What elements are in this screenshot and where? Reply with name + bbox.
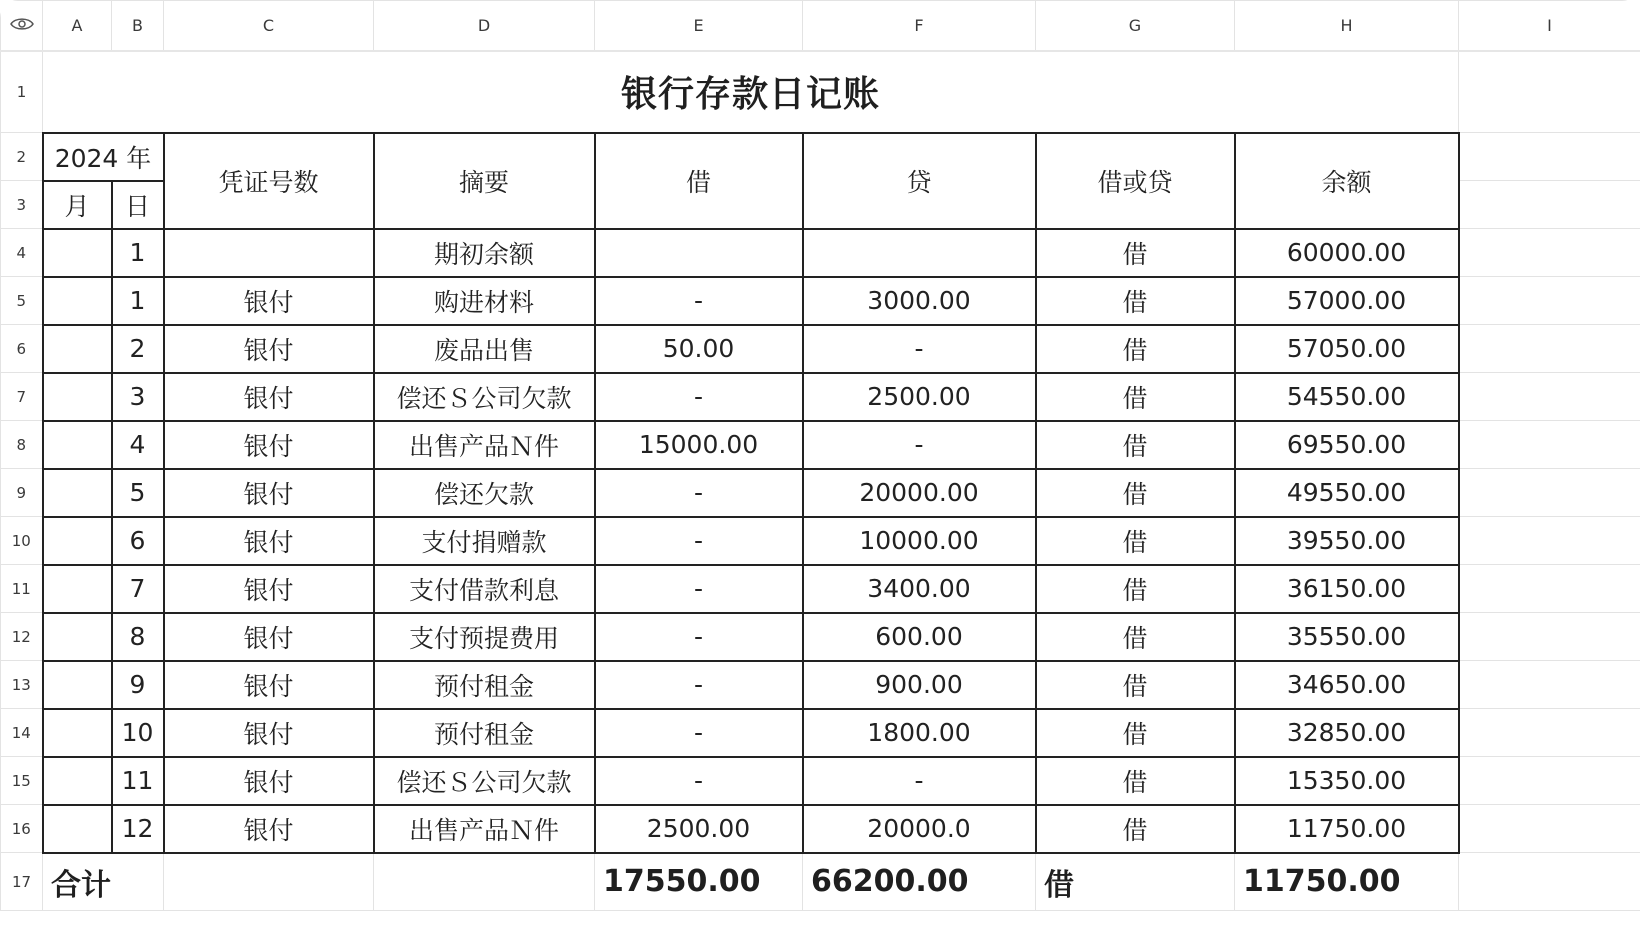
voucher-header-cell[interactable]: 凭证号数: [164, 133, 374, 229]
month-cell[interactable]: [43, 661, 112, 709]
balance-cell[interactable]: 57050.00: [1235, 325, 1459, 373]
row-header[interactable]: 15: [1, 757, 43, 805]
direction-cell[interactable]: 借: [1036, 373, 1235, 421]
day-cell[interactable]: 2: [112, 325, 164, 373]
cell[interactable]: [1459, 229, 1640, 277]
row-header[interactable]: 13: [1, 661, 43, 709]
balance-cell[interactable]: 60000.00: [1235, 229, 1459, 277]
day-header-cell[interactable]: 日: [112, 181, 164, 229]
balance-cell[interactable]: 49550.00: [1235, 469, 1459, 517]
balance-cell[interactable]: 54550.00: [1235, 373, 1459, 421]
day-cell[interactable]: 7: [112, 565, 164, 613]
credit-cell[interactable]: -: [803, 421, 1036, 469]
totals-label-cell[interactable]: 合计: [43, 853, 164, 911]
cell[interactable]: [1459, 325, 1640, 373]
month-cell[interactable]: [43, 469, 112, 517]
summary-cell[interactable]: 废品出售: [374, 325, 595, 373]
debit-cell[interactable]: 2500.00: [595, 805, 803, 853]
cell[interactable]: [164, 853, 374, 911]
direction-header-cell[interactable]: 借或贷: [1036, 133, 1235, 229]
voucher-cell[interactable]: 银付: [164, 661, 374, 709]
credit-cell[interactable]: 20000.00: [803, 469, 1036, 517]
credit-cell[interactable]: -: [803, 757, 1036, 805]
column-header-g[interactable]: G: [1036, 1, 1235, 51]
day-cell[interactable]: 3: [112, 373, 164, 421]
ledger-row: [1, 469, 1640, 517]
day-cell[interactable]: 11: [112, 757, 164, 805]
day-cell[interactable]: 10: [112, 709, 164, 757]
ledger-row: [1, 421, 1640, 469]
day-cell[interactable]: 4: [112, 421, 164, 469]
sheet-row: [1, 51, 1640, 133]
cell[interactable]: [1459, 373, 1640, 421]
sheet-row: [1, 133, 1640, 181]
direction-cell[interactable]: 借: [1036, 805, 1235, 853]
ledger-row: [1, 805, 1640, 853]
column-header-f[interactable]: F: [803, 1, 1036, 51]
ledger-row: [1, 517, 1640, 565]
cell[interactable]: [1459, 853, 1640, 911]
cell[interactable]: [1459, 421, 1640, 469]
debit-cell[interactable]: -: [595, 277, 803, 325]
cell[interactable]: [374, 853, 595, 911]
summary-cell[interactable]: 出售产品Ｎ件: [374, 805, 595, 853]
direction-cell[interactable]: 借: [1036, 421, 1235, 469]
cell[interactable]: [1459, 565, 1640, 613]
balance-cell[interactable]: 11750.00: [1235, 805, 1459, 853]
row-header[interactable]: 7: [1, 373, 43, 421]
direction-cell[interactable]: 借: [1036, 325, 1235, 373]
debit-cell[interactable]: -: [595, 709, 803, 757]
direction-cell[interactable]: 借: [1036, 229, 1235, 277]
cell[interactable]: [1459, 709, 1640, 757]
credit-cell[interactable]: 1800.00: [803, 709, 1036, 757]
ledger-row: [1, 757, 1640, 805]
credit-cell[interactable]: 3400.00: [803, 565, 1036, 613]
column-header-row: [1, 1, 1640, 51]
cell[interactable]: [1459, 51, 1640, 133]
row-header[interactable]: 5: [1, 277, 43, 325]
column-header-c[interactable]: C: [164, 1, 374, 51]
column-header-a[interactable]: A: [43, 1, 112, 51]
row-header[interactable]: 3: [1, 181, 43, 229]
debit-cell[interactable]: [595, 229, 803, 277]
direction-cell[interactable]: 借: [1036, 517, 1235, 565]
day-cell[interactable]: 6: [112, 517, 164, 565]
summary-cell[interactable]: 支付捐赠款: [374, 517, 595, 565]
ledger-row: [1, 325, 1640, 373]
voucher-cell[interactable]: 银付: [164, 565, 374, 613]
row-header[interactable]: 14: [1, 709, 43, 757]
summary-cell[interactable]: 购进材料: [374, 277, 595, 325]
summary-cell[interactable]: 支付预提费用: [374, 613, 595, 661]
credit-cell[interactable]: 10000.00: [803, 517, 1036, 565]
balance-cell[interactable]: 36150.00: [1235, 565, 1459, 613]
day-cell[interactable]: 1: [112, 277, 164, 325]
year-header-cell[interactable]: 2024 年: [43, 133, 164, 181]
month-cell[interactable]: [43, 229, 112, 277]
cell[interactable]: [1459, 181, 1640, 229]
cell[interactable]: [1459, 517, 1640, 565]
ledger-row: [1, 373, 1640, 421]
row-header[interactable]: 11: [1, 565, 43, 613]
ledger-row: [1, 277, 1640, 325]
month-cell[interactable]: [43, 757, 112, 805]
summary-cell[interactable]: 偿还欠款: [374, 469, 595, 517]
column-header-d[interactable]: D: [374, 1, 595, 51]
month-cell[interactable]: [43, 565, 112, 613]
sheet-title[interactable]: 银行存款日记账: [43, 51, 1459, 133]
direction-cell[interactable]: 借: [1036, 565, 1235, 613]
month-cell[interactable]: [43, 805, 112, 853]
row-header[interactable]: 9: [1, 469, 43, 517]
cell[interactable]: [1459, 757, 1640, 805]
month-cell[interactable]: [43, 325, 112, 373]
direction-cell[interactable]: 借: [1036, 613, 1235, 661]
column-header-e[interactable]: E: [595, 1, 803, 51]
credit-cell[interactable]: 20000.0: [803, 805, 1036, 853]
cell[interactable]: [1459, 133, 1640, 181]
eye-icon[interactable]: [10, 16, 34, 36]
summary-cell[interactable]: 支付借款利息: [374, 565, 595, 613]
cell[interactable]: [1459, 805, 1640, 853]
summary-cell[interactable]: 出售产品Ｎ件: [374, 421, 595, 469]
row-header[interactable]: 6: [1, 325, 43, 373]
debit-cell[interactable]: -: [595, 661, 803, 709]
summary-cell[interactable]: 偿还Ｓ公司欠款: [374, 373, 595, 421]
credit-cell[interactable]: -: [803, 325, 1036, 373]
month-cell[interactable]: [43, 613, 112, 661]
day-cell[interactable]: 1: [112, 229, 164, 277]
month-cell[interactable]: [43, 709, 112, 757]
cell[interactable]: [1459, 661, 1640, 709]
debit-cell[interactable]: -: [595, 469, 803, 517]
voucher-cell[interactable]: 银付: [164, 373, 374, 421]
month-cell[interactable]: [43, 517, 112, 565]
voucher-cell[interactable]: 银付: [164, 709, 374, 757]
voucher-cell[interactable]: 银付: [164, 613, 374, 661]
total-balance-cell[interactable]: 11750.00: [1235, 853, 1459, 911]
credit-cell[interactable]: 600.00: [803, 613, 1036, 661]
ledger-rows: [1, 229, 1640, 853]
balance-cell[interactable]: 34650.00: [1235, 661, 1459, 709]
voucher-cell[interactable]: 银付: [164, 517, 374, 565]
month-cell[interactable]: [43, 373, 112, 421]
voucher-cell[interactable]: 银付: [164, 757, 374, 805]
total-credit-cell[interactable]: 66200.00: [803, 853, 1036, 911]
debit-cell[interactable]: 50.00: [595, 325, 803, 373]
row-header[interactable]: 10: [1, 517, 43, 565]
voucher-cell[interactable]: 银付: [164, 325, 374, 373]
summary-header-cell[interactable]: 摘要: [374, 133, 595, 229]
cell[interactable]: [1459, 277, 1640, 325]
direction-cell[interactable]: 借: [1036, 277, 1235, 325]
credit-cell[interactable]: 900.00: [803, 661, 1036, 709]
debit-cell[interactable]: -: [595, 373, 803, 421]
voucher-cell[interactable]: 银付: [164, 277, 374, 325]
balance-cell[interactable]: 32850.00: [1235, 709, 1459, 757]
balance-cell[interactable]: 15350.00: [1235, 757, 1459, 805]
credit-cell[interactable]: [803, 229, 1036, 277]
credit-cell[interactable]: 3000.00: [803, 277, 1036, 325]
direction-cell[interactable]: 借: [1036, 469, 1235, 517]
balance-header-cell[interactable]: 余额: [1235, 133, 1459, 229]
balance-cell[interactable]: 39550.00: [1235, 517, 1459, 565]
row-header[interactable]: 2: [1, 133, 43, 181]
debit-cell[interactable]: -: [595, 565, 803, 613]
month-cell[interactable]: [43, 421, 112, 469]
summary-cell[interactable]: 预付租金: [374, 661, 595, 709]
balance-cell[interactable]: 57000.00: [1235, 277, 1459, 325]
ledger-row: [1, 709, 1640, 757]
cell[interactable]: [1459, 613, 1640, 661]
voucher-cell[interactable]: [164, 229, 374, 277]
month-header-cell[interactable]: 月: [43, 181, 112, 229]
select-all-corner[interactable]: [1, 1, 43, 51]
summary-cell[interactable]: 预付租金: [374, 709, 595, 757]
voucher-cell[interactable]: 银付: [164, 469, 374, 517]
ledger-row: [1, 613, 1640, 661]
debit-cell[interactable]: -: [595, 517, 803, 565]
total-direction-cell[interactable]: 借: [1036, 853, 1235, 911]
totals-row: [1, 853, 1640, 911]
ledger-row: [1, 229, 1640, 277]
debit-header-cell[interactable]: 借: [595, 133, 803, 229]
debit-cell[interactable]: -: [595, 613, 803, 661]
direction-cell[interactable]: 借: [1036, 709, 1235, 757]
day-cell[interactable]: 12: [112, 805, 164, 853]
row-header[interactable]: 8: [1, 421, 43, 469]
credit-cell[interactable]: 2500.00: [803, 373, 1036, 421]
column-header-h[interactable]: H: [1235, 1, 1459, 51]
day-cell[interactable]: 8: [112, 613, 164, 661]
day-cell[interactable]: 9: [112, 661, 164, 709]
day-cell[interactable]: 5: [112, 469, 164, 517]
credit-header-cell[interactable]: 贷: [803, 133, 1036, 229]
direction-cell[interactable]: 借: [1036, 757, 1235, 805]
row-header[interactable]: 1: [1, 51, 43, 133]
ledger-row: [1, 661, 1640, 709]
debit-cell[interactable]: 15000.00: [595, 421, 803, 469]
row-header[interactable]: 12: [1, 613, 43, 661]
row-header[interactable]: 16: [1, 805, 43, 853]
column-header-b[interactable]: B: [112, 1, 164, 51]
total-debit-cell[interactable]: 17550.00: [595, 853, 803, 911]
row-header[interactable]: 4: [1, 229, 43, 277]
month-cell[interactable]: [43, 277, 112, 325]
debit-cell[interactable]: -: [595, 757, 803, 805]
cell[interactable]: [1459, 469, 1640, 517]
column-header-i[interactable]: I: [1459, 1, 1640, 51]
ledger-row: [1, 565, 1640, 613]
summary-cell[interactable]: 偿还Ｓ公司欠款: [374, 757, 595, 805]
balance-cell[interactable]: 35550.00: [1235, 613, 1459, 661]
row-header[interactable]: 17: [1, 853, 43, 911]
summary-cell[interactable]: 期初余额: [374, 229, 595, 277]
voucher-cell[interactable]: 银付: [164, 421, 374, 469]
voucher-cell[interactable]: 银付: [164, 805, 374, 853]
direction-cell[interactable]: 借: [1036, 661, 1235, 709]
balance-cell[interactable]: 69550.00: [1235, 421, 1459, 469]
